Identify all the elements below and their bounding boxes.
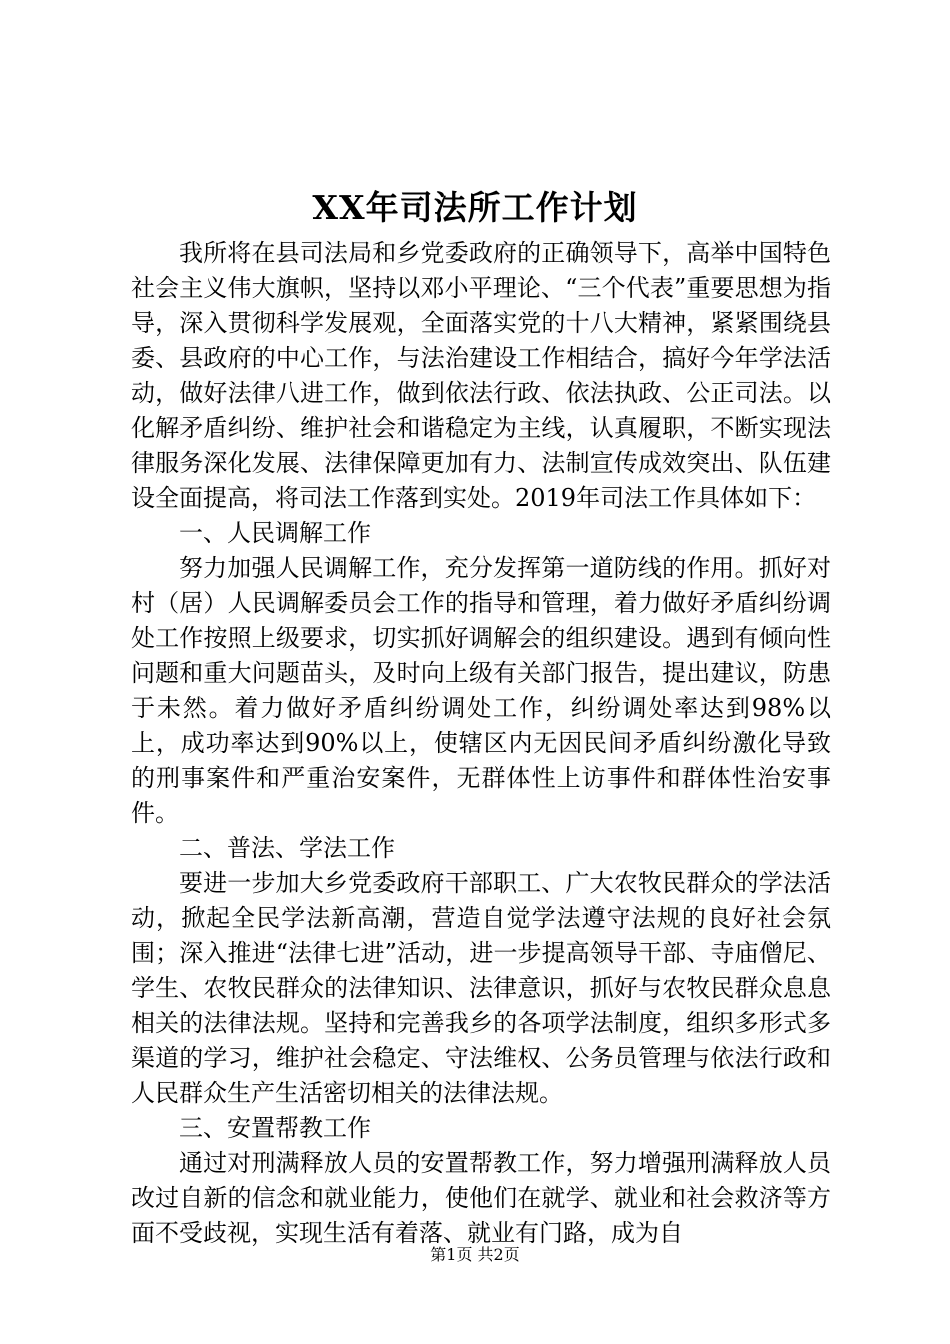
- document-body: [131, 236, 831, 1251]
- document-title: XX年司法所工作计划: [312, 188, 638, 227]
- paragraph-resettlement: 通过对刑满释放人员的安置帮教工作，努力增强刑满释放人员改过自新的信念和就业能力，使他们在就学、就业和社会救济等方面不受歧视，实现生活有着落、就业有门路，成为自: [131, 1149, 831, 1247]
- paragraph-mediation: 努力加强人民调解工作，充分发挥第一道防线的作用。抓好对村（居）人民调解委员会工作的指导和管理，着力做好矛盾纠纷调处工作按照上级要求，切实抓好调解会的组织建设。遇到有倾向性问题和重大问题苗头，及时向上级有关部门报告，提出建议，防患于未然。着力做好矛盾纠纷调处工作，纠纷调处率达到98%以上，成功率达到90%以上，使辖区内无因民间矛盾纠纷激化导致的刑事案件和严重治安案件，无群体性上访事件和群体性治安事件。: [131, 554, 831, 827]
- page-number-footer: 第1页 共2页: [430, 1245, 520, 1264]
- paragraph-intro: 我所将在县司法局和乡党委政府的正确领导下，高举中国特色社会主义伟大旗帜，坚持以邓小平理论、“三个代表”重要思想为指导，深入贯彻科学发展观，全面落实党的十八大精神，紧紧围绕县委、县政府的中心工作，与法治建设工作相结合，搞好今年学法活动，做好法律八进工作，做到依法行政、依法执政、公正司法。以化解矛盾纠纷、维护社会和谐稳定为主线，认真履职，不断实现法律服务深化发展、法律保障更加有力、法制宣传成效突出、队伍建设全面提高，将司法工作落到实处。2019年司法工作具体如下：: [131, 239, 831, 512]
- section-heading-resettlement: 三、安置帮教工作: [179, 1114, 371, 1142]
- paragraph-legal-education: 要进一步加大乡党委政府干部职工、广大农牧民群众的学法活动，掀起全民学法新高潮，营造自觉学法遵守法规的良好社会氛围；深入推进“法律七进”活动，进一步提高领导干部、寺庙僧尼、学生、农牧民群众的法律知识、法律意识，抓好与农牧民群众息息相关的法律法规。坚持和完善我乡的各项学法制度，组织多形式多渠道的学习，维护社会稳定、守法维权、公务员管理与依法行政和人民群众生产生活密切相关的法律法规。: [131, 869, 831, 1107]
- section-heading-mediation: 一、人民调解工作: [179, 519, 371, 547]
- section-heading-legal-education: 二、普法、学法工作: [179, 834, 395, 862]
